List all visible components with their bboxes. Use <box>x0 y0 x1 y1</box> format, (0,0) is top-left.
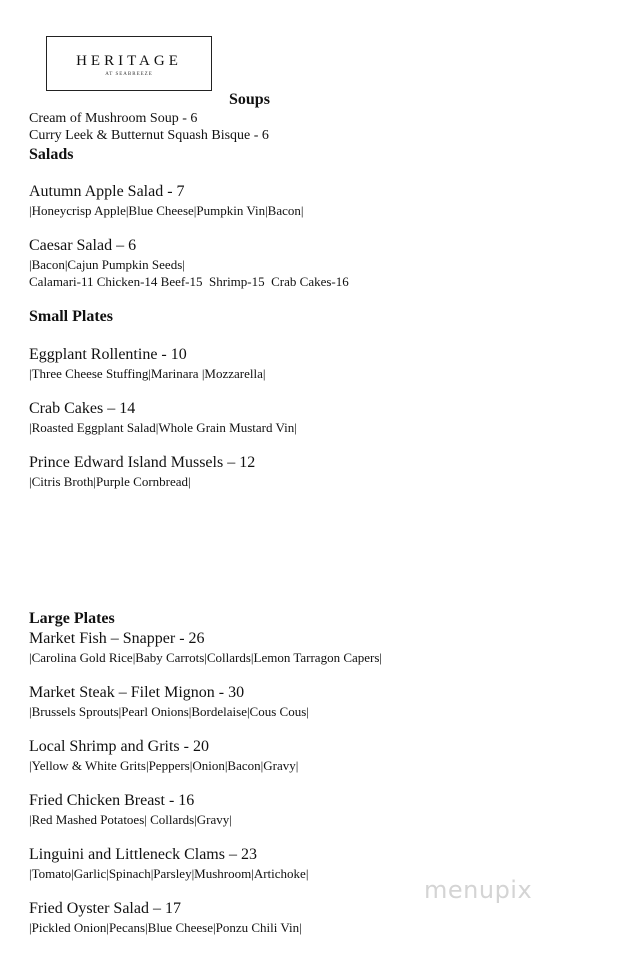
soups-heading: Soups <box>229 91 270 108</box>
menu-item-name: Market Steak – Filet Mignon - 30 <box>29 684 245 701</box>
restaurant-logo <box>46 36 212 91</box>
menu-item-name: Local Shrimp and Grits - 20 <box>29 738 209 755</box>
menu-item-name: Eggplant Rollentine - 10 <box>29 346 187 363</box>
menu-item-description: |Carolina Gold Rice|Baby Carrots|Collards|Lemon Tarragon Capers| <box>29 650 383 665</box>
salad-addons: Calamari-11 Chicken-14 Beef-15 Shrimp-15 Crab Cakes-16 <box>29 274 349 289</box>
menu-item-name: Market Fish – Snapper - 26 <box>29 630 205 647</box>
menu-item-name: Linguini and Littleneck Clams – 23 <box>29 846 257 863</box>
menu-item-description: |Pickled Onion|Pecans|Blue Cheese|Ponzu Chili Vin| <box>29 920 302 935</box>
small-plates-heading: Small Plates <box>29 308 113 325</box>
menu-item-description: |Bacon|Cajun Pumpkin Seeds| <box>29 257 185 272</box>
logo-name: HERITAGE <box>76 52 182 69</box>
menu-item-description: |Three Cheese Stuffing|Marinara |Mozzarella| <box>29 366 266 381</box>
menu-item-name: Fried Chicken Breast - 16 <box>29 792 195 809</box>
menu-item-name: Fried Oyster Salad – 17 <box>29 900 181 917</box>
salads-heading: Salads <box>29 146 74 163</box>
menu-item-description: |Tomato|Garlic|Spinach|Parsley|Mushroom|Artichoke| <box>29 866 309 881</box>
soup-item: Cream of Mushroom Soup - 6 <box>29 111 198 126</box>
large-plates-heading: Large Plates <box>29 610 115 627</box>
menu-item-description: |Citris Broth|Purple Cornbread| <box>29 474 191 489</box>
menu-item-name: Caesar Salad – 6 <box>29 237 137 254</box>
menu-item-name: Crab Cakes – 14 <box>29 400 136 417</box>
menu-item-description: |Red Mashed Potatoes| Collards|Gravy| <box>29 812 232 827</box>
soup-item: Curry Leek & Butternut Squash Bisque - 6 <box>29 128 269 143</box>
menu-item-description: |Brussels Sprouts|Pearl Onions|Bordelaise|Cous Cous| <box>29 704 309 719</box>
menu-item-name: Prince Edward Island Mussels – 12 <box>29 454 256 471</box>
menu-item-description: |Honeycrisp Apple|Blue Cheese|Pumpkin Vin|Bacon| <box>29 203 304 218</box>
logo-subtitle: AT SEABREEZE <box>105 71 153 77</box>
menu-item-description: |Roasted Eggplant Salad|Whole Grain Mustard Vin| <box>29 420 297 435</box>
menu-item-description: |Yellow & White Grits|Peppers|Onion|Bacon|Gravy| <box>29 758 299 773</box>
menupix-watermark: menupix <box>424 876 533 904</box>
menu-item-name: Autumn Apple Salad - 7 <box>29 183 185 200</box>
